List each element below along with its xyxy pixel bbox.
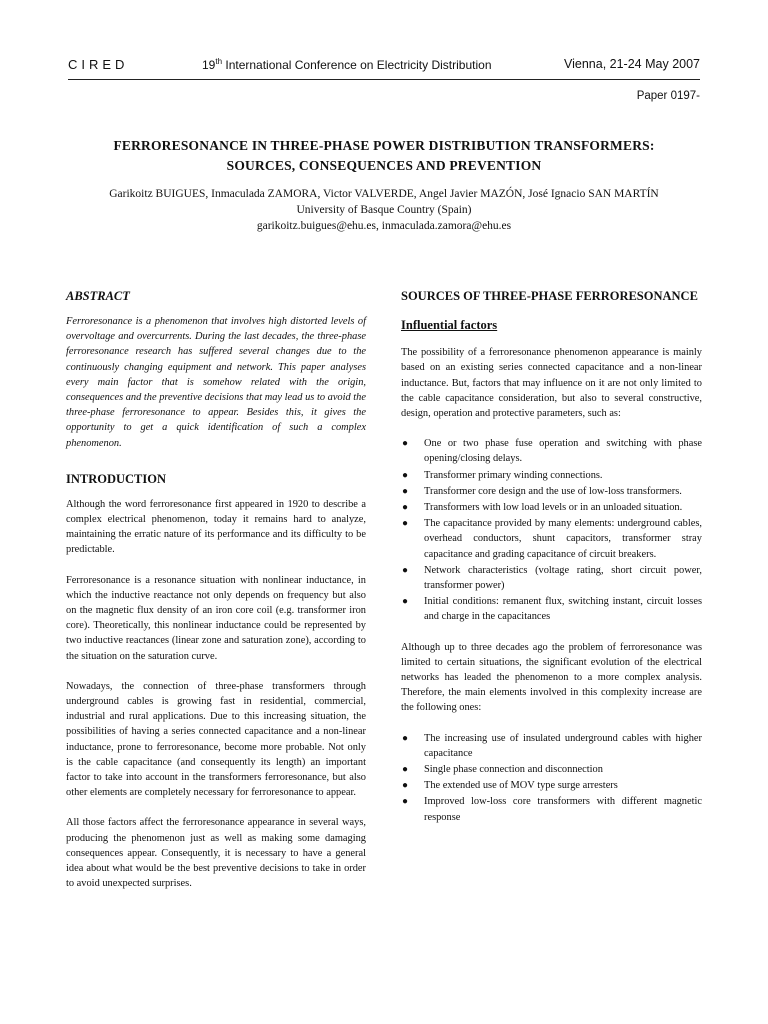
bullet-icon: ● [402, 502, 409, 514]
sources-heading: SOURCES OF THREE-PHASE FERRORESONANCE [401, 289, 698, 303]
paper-title [60, 136, 708, 176]
list-item: ● The capacitance provided by many elements: underground cables, overhead conductors, shunt capacitors, transformer stray capacitance and grading capacitance of circuit breakers. [402, 518, 702, 560]
list-item: ● Single phase connection and disconnection [401, 762, 702, 777]
list-item: ● The increasing use of insulated underground cables with higher capacitance [402, 732, 702, 759]
list-item: ● Transformer core design and the use of low-loss transformers. [401, 484, 702, 499]
list-item: ● One or two phase fuse operation and switching with phase opening/closing delays. [402, 438, 702, 465]
title-line-2: SOURCES, CONSEQUENCES AND PREVENTION [226, 158, 542, 173]
bullet-icon: ● [402, 485, 409, 497]
left-column [66, 288, 366, 907]
bullet-icon: ● [402, 438, 409, 450]
header-conference [202, 57, 492, 72]
sources-paragraph-1: The possibility of a ferroresonance phenomenon appearance is mainly based on an existing series connected capacitance and a non-linear inductance. But, factors that may influence on it are not only limited to the cable capacitance consideration, but also to several constructive, design, operation and protective parameters, such as: [401, 347, 702, 420]
list-item: ● The extended use of MOV type surge arresters [401, 778, 702, 793]
introduction-heading: INTRODUCTION [66, 471, 167, 486]
intro-paragraph: Ferroresonance is a resonance situation with nonlinear inductance, in which the inductive reactance not only depends on frequency but also on the magnetic flux density of an iron core coil (e.g. transformer iron core). Theoretically, this nonlinear inductance could be represented by two inductive reactances (linear zone and saturation zone), according to the situation on the saturation curve. [66, 574, 366, 662]
bullet-icon: ● [402, 732, 409, 744]
intro-paragraph: All those factors affect the ferroresonance appearance in several ways, producing the phenomenon just as well as making some damaging consequences appear. Consequently, it is necessary to have a general idea about what would be the best preventive decisions to take in order to avoid unexpected surprises. [66, 817, 366, 890]
factor-list [401, 436, 702, 624]
sources-paragraph-2: Although up to three decades ago the problem of ferroresonance was limited to certain situations, the significant evolution of the electrical networks has leaded the phenomenon to a more complex analysis. Therefore, the main elements involved in this complexity increase are the following ones: [401, 641, 702, 714]
running-header [68, 57, 700, 75]
bullet-icon: ● [402, 564, 409, 576]
abstract-heading: ABSTRACT [66, 289, 130, 303]
list-item: ● Transformer primary winding connections. [401, 468, 702, 483]
bullet-icon: ● [402, 764, 409, 776]
author-block [40, 186, 728, 234]
conference-ordinal: 19 [202, 58, 216, 72]
bullet-icon: ● [402, 469, 409, 481]
header-org: CIRED [68, 57, 129, 72]
list-item: ● Network characteristics (voltage rating, short circuit power, transformer power) [402, 564, 702, 592]
author-emails: garikoitz.buigues@ehu.es, inmaculada.zamora@ehu.es [256, 220, 512, 232]
header-venue: Vienna, 21-24 May 2007 [564, 57, 700, 71]
header-rule [68, 79, 700, 80]
right-column [401, 288, 702, 840]
conference-name: International Conference on Electricity Distribution [222, 58, 492, 72]
title-line-1: FERRORESONANCE IN THREE-PHASE POWER DISTRIBUTION TRANSFORMERS: [113, 138, 655, 153]
list-item: ● Transformers with low load levels or in an unloaded situation. [401, 500, 702, 515]
influential-factors-subheading: Influential factors [401, 318, 498, 332]
list-item: ● Improved low-loss core transformers with different magnetic response [402, 796, 702, 823]
intro-paragraph: Nowadays, the connection of three-phase transformers through underground cables is growing fast in residential, commercial, industrial and rural applications. Due to this increasing situation, the possibilities of having a series connected capacitance and a non-linear inductance, prone to ferroresonance, become more probable. Not only is the cable capacitance (and consequently its length) an important factor to take into account in the transformers ferroresonance, but also other elements are completely necessary for ferroresonance to appear. [66, 680, 366, 799]
abstract-text: Ferroresonance is a phenomenon that involves high distorted levels of overvoltage and overcurrents. During the last decades, the three-phase ferroresonance research has suffered several changes due to the continuously changing equipment and network. This paper analyses every main factor that is somehow related with the origin, consequences and the preventive decisions that may lead us to avoid the three-phase ferroresonance to appear. Besides this, it gives the opportunity to get a quick identification of such a complex phenomenon. [66, 316, 366, 449]
bullet-icon: ● [402, 796, 409, 808]
complexity-list [401, 731, 702, 825]
bullet-icon: ● [402, 596, 409, 608]
intro-paragraph: Although the word ferroresonance first appeared in 1920 to describe a complex electrical phenomenon, today it remains hard to analyze, maintaining the erratic nature of its performance and its difficulty to be predictable. [66, 498, 366, 556]
paper-number: Paper 0197- [636, 90, 700, 102]
list-item: ● Initial conditions: remanent flux, switching instant, circuit losses and charge in the capacitances [402, 596, 702, 623]
bullet-icon: ● [402, 518, 409, 530]
bullet-icon: ● [402, 780, 409, 792]
conference-ordinal-suffix: th [215, 57, 223, 66]
author-affiliation: University of Basque Country (Spain) [296, 204, 472, 216]
author-names: Garikoitz BUIGUES, Inmaculada ZAMORA, Victor VALVERDE, Angel Javier MAZÓN, José Ignacio SAN MARTÍN [109, 188, 659, 200]
